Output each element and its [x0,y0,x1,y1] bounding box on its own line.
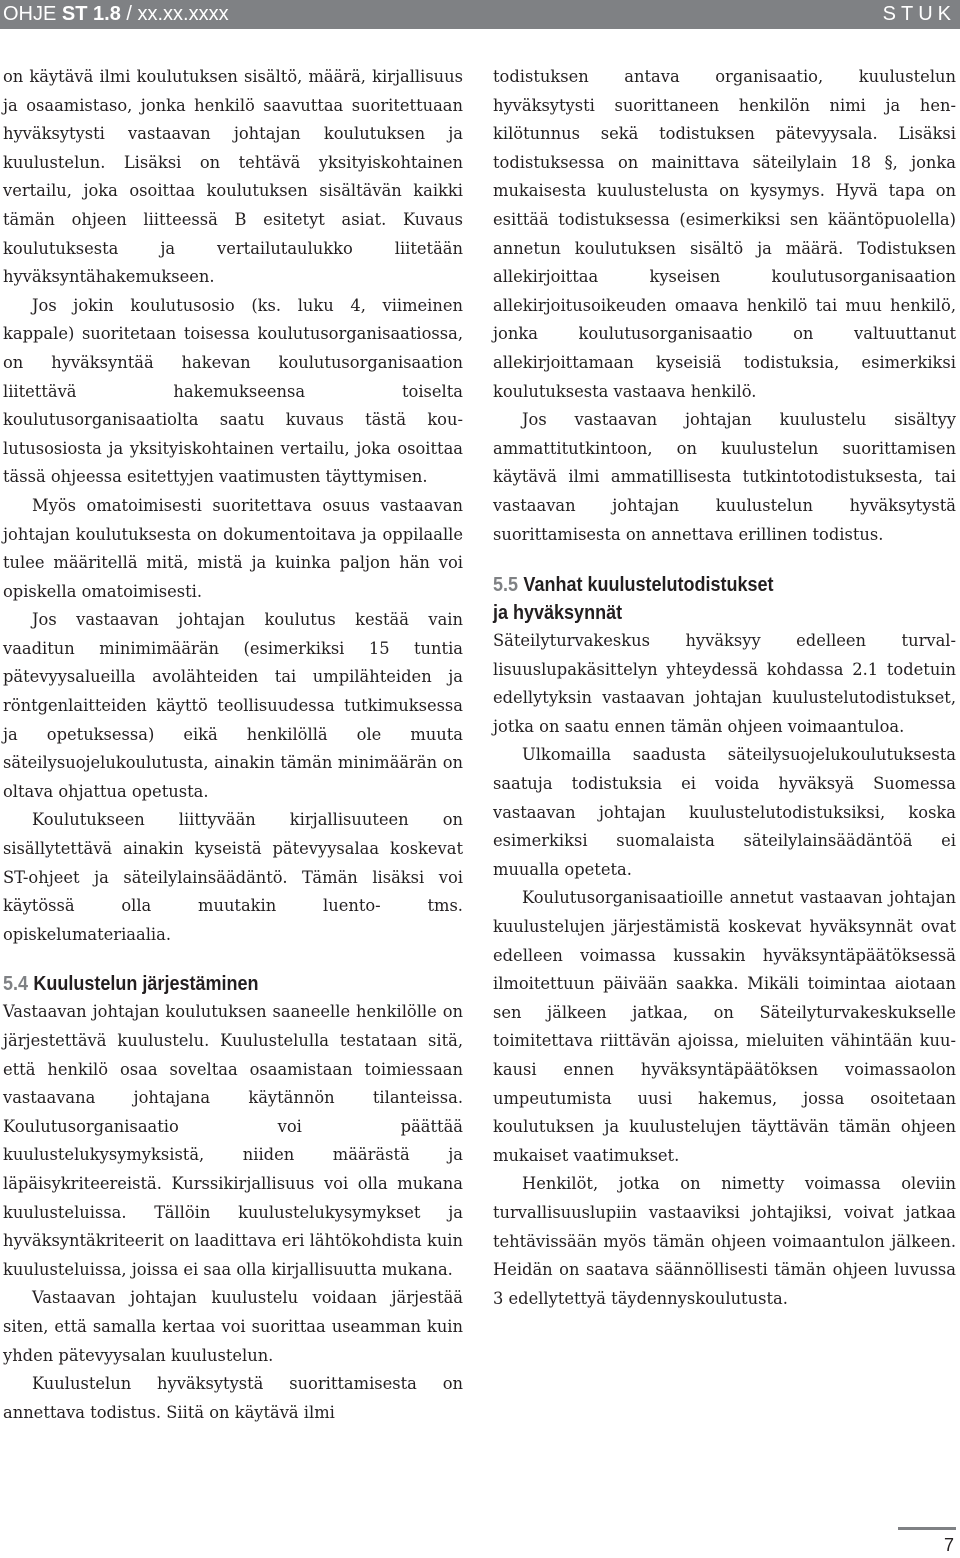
section-heading-5-5 [493,571,910,627]
paragraph: Kuulustelun hyväksytystä suorittamisesta on annettava todistus. Siitä on käytävä ilmi [3,1374,463,1422]
paragraph: Säteilyturvakeskus hyväksyy edelleen turvallisuuslupakäsittelyn yhteydessä kohdassa 2.1 todetuin edellytyksin vastaavan johtajan kuulustelutodistukset, jotka on saatu ennen tämän ohjeen voimaantuloa. [493,631,956,736]
page-header [0,0,960,29]
paragraph: Jos vastaavan johtajan koulutus kestää vain vaaditun minimimäärän (esimerkiksi 15 tuntia pätevyysalueilla avolähteiden tai umpilähteiden ja röntgenlaitteiden käyttö teollisuudessa tutkimuksessa ja opetuksessa) eikä henkilöllä ole muuta säteilysuojelukoulutusta, ainakin tämän minimäärän on oltava ohjattua opetusta. [3,610,463,801]
paragraph: Ulkomailla saadusta säteilysuojelukoulutuksesta saatuja todistuksia ei voida hyväksyä Suomessa vastaavan johtajan kuulustelutodistuksiksi, koska esimerkiksi suomalaista säteilylainsäädäntöä ei muualla opeteta. [493,745,956,879]
section-number: 5.4 [3,973,29,996]
paragraph: Koulutukseen liittyvään kirjallisuuteen on sisällytettävä ainakin kyseistä pätevyysalaa koskevat ST-ohjeet ja säteilylainsäädäntö. Tämän lisäksi voi käytössä olla muutakin luento- tms. opiskelumateriaalia. [3,810,463,944]
section-spacer [493,549,956,571]
right-column [493,63,956,1313]
section-heading-5-4 [3,970,417,998]
paragraph: Henkilöt, jotka on nimetty voimassa oleviin turvallisuuslupiin vastaaviksi johtajiksi, voivat jatkaa tehtävissään myös tämän ohjeen voimaantulon jälkeen. Heidän on saatava säännöllisesti tämän ohjeen luvussa 3 edellytettyä täydennyskoulutusta. [493,1174,956,1308]
section-title: Kuulustelun järjestäminen [33,973,259,996]
paragraph: Jos jokin koulutusosio (ks. luku 4, viimeinen kappale) suoritetaan toisessa koulutusorganisaatiossa, on hyväksyntää hakevan koulutusorganisaation liitettävä hakemukseensa toiselta koulutusorganisaatiolta saatu kuvaus tästä koulutusosiosta ja yksityiskohtainen vertailu, joka osoittaa tässä ohjeessa esitettyjen vaatimusten täyttymisen. [3,295,463,487]
paragraph: Vastaavan johtajan koulutuksen saaneelle henkilölle on järjestettävä kuulustelu. Kuulustelulla testataan sitä, että henkilö osaa soveltaa osaamistaan toimiessaan vastaavana johtajana käytännön tilanteissa. Koulutusorganisaatio voi päättää kuulustelukysymyksistä, niiden määrästä ja läpäisykriteereistä. Kurssikirjallisuus voi olla mukana kuulusteluissa. Tällöin kuulustelukysymykset ja hyväksyntäkriteerit on laadittava eri lähtökohdista kuin kuulusteluissa, joissa ei saa olla kirjallisuutta mukana. [3,1002,463,1279]
left-column [3,63,463,1427]
paragraph: Myös omatoimisesti suoritettava osuus vastaavan johtajan koulutuksesta on dokumentoitava ja oppilaalle tulee määritellä mitä, mistä ja kuinka paljon hän voi opiskella omatoimisesti. [3,495,463,601]
page-number: 7 [943,1535,954,1555]
paragraph: on käytävä ilmi koulutuksen sisältö, määrä, kirjallisuus ja osaamistaso, jonka henkilö saavuttaa suoritettuaan hyväksytysti vastaavan johtajan koulutuksen ja kuulustelun. Lisäksi on tehtävä yksityiskohtainen vertailu, joka osoittaa koulutuksen sisältävän kaikki tämän ohjeen liitteessä B esitetyt asiat. Kuvaus koulutuksesta ja vertailutaulukko liitetään hyväksyntähakemukseen. [3,67,463,287]
section-number: 5.5 [493,574,519,597]
guide-code: ST 1.8 [61,3,121,25]
paragraph: Koulutusorganisaatioille annetut vastaavan johtajan kuulustelujen järjestämistä koskevat hyväksynnät ovat edelleen voimassa kussakin hyväksyntäpäätöksessä ilmoitettuun päivään saakka. Mikäli toimintaa aiotaan sen jälkeen jatkaa, on Säteilyturvakeskukselle toimitettava riittävän ajoissa, mieluiten vähintään kuukausi ennen hyväksyntäpäätöksen voimassaolon umpeutumista uusi hakemus, jossa osoitetaan koulutuksen ja kuulustelujen täyttävän tämän ohjeen mukaiset vaatimukset. [493,888,956,1165]
section-title-line2: ja hyväksynnät [493,602,623,625]
paragraph: Vastaavan johtajan kuulustelu voidaan järjestää siten, että samalla kertaa voi suorittaa useamman kuin yhden pätevyysalan kuulustelun. [3,1288,463,1365]
guide-identifier [3,0,229,29]
section-title-line1: Vanhat kuulustelutodistukset [523,574,774,597]
footer-rule [898,1527,956,1530]
guide-date: / xx.xx.xxxx [120,3,229,25]
guide-prefix: OHJE [3,3,62,25]
paragraph: todistuksen antava organisaatio, kuulustelun hyväksytysti suorittaneen henkilön nimi ja henkilötunnus sekä todistuksen pätevyysala. Lisäksi todistuksessa on mainittava säteilylain 18 §, jonka mukaisesta kuulustelusta on kysymys. Hyvä tapa on esittää todistuksessa (esimerkiksi sen kääntöpuolella) annetun koulutuksen sisältö ja määrä. Todistuksen allekirjoittaa kyseisen koulutusorganisaation allekirjoitusoikeuden omaava henkilö tai muu henkilö, jonka koulutusorganisaatio on valtuuttanut allekirjoittamaan kyseisiä todistuksia, esimerkiksi koulutuksesta vastaava henkilö. [493,67,956,401]
section-spacer [3,949,463,970]
paragraph: Jos vastaavan johtajan kuulustelu sisältyy ammattitutkintoon, on kuulustelun suorittamisen käytävä ilmi ammatillisesta tutkintotodistuksesta, tai vastaavan johtajan kuulustelun hyväksytystä suorittamisesta on annettava erillinen todistus. [493,410,956,544]
publisher-name: STUK [882,3,956,25]
